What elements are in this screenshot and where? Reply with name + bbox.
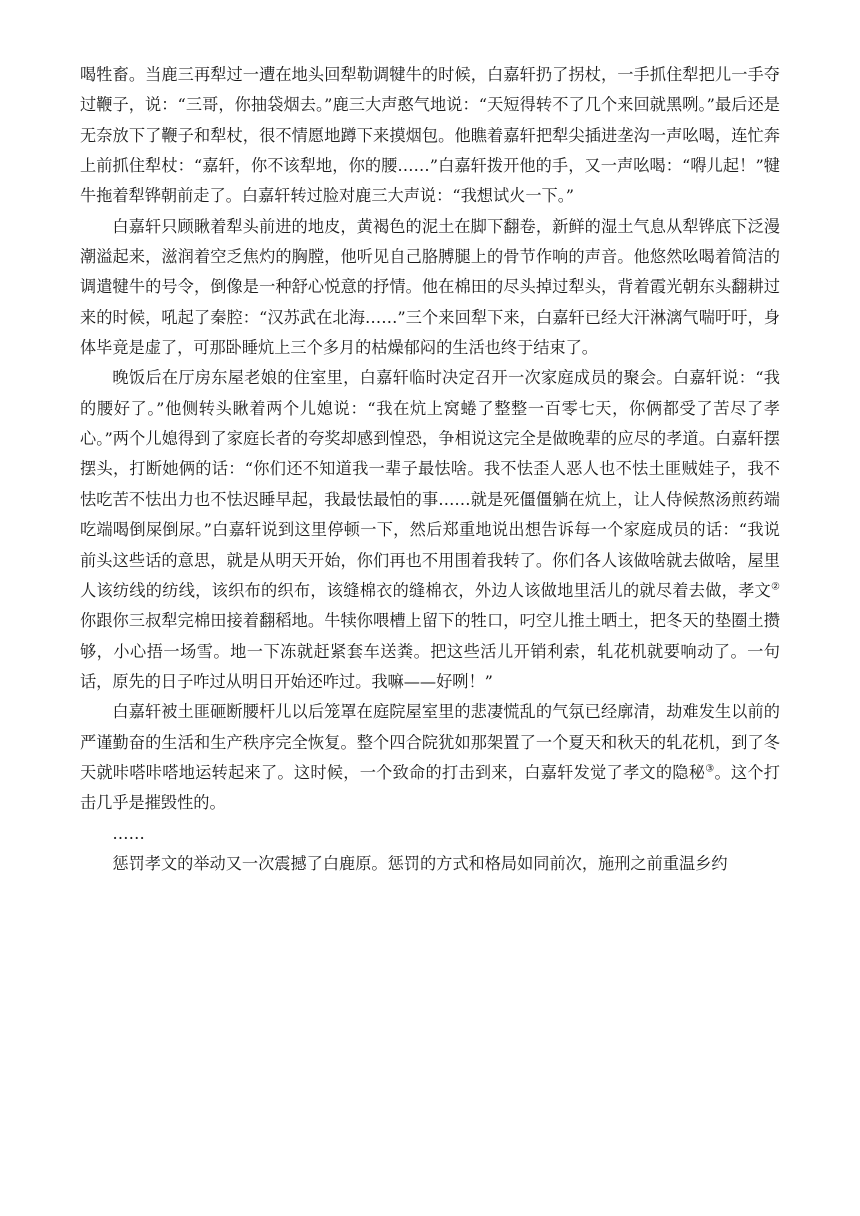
paragraph-text: 惩罚孝文的举动又一次震撼了白鹿原。惩罚的方式和格局如同前次，施刑之前重温乡约 — [112, 853, 728, 873]
paragraph-2 — [80, 212, 780, 364]
paragraph-text: 白嘉轩被土匪砸断腰杆儿以后笼罩在庭院屋室里的悲凄慌乱的气氛已经廓清，劫难发生以前的严谨勤奋的生活和生产秩序完全恢复。整个四合院犹如那架置了一个夏天和秋天的轧花机，到了冬天就咔嗒咔嗒地运转起来了。这时候，一个致命的打击到来，白嘉轩发觉了孝文的隐秘 — [80, 702, 780, 782]
footnote-marker-3: ③ — [705, 763, 715, 775]
paragraph-text: 。这个打击几乎是摧毁性的。 — [80, 762, 780, 813]
paragraph-4 — [80, 697, 780, 818]
paragraph-3 — [80, 363, 780, 697]
paragraph-1 — [80, 60, 780, 212]
document-page — [80, 60, 780, 879]
omission-ellipsis: …… — [112, 823, 145, 843]
paragraph-text: 白嘉轩只顾瞅着犁头前进的地皮，黄褐色的泥土在脚下翻卷，新鲜的湿土气息从犁铧底下泛漫潮溢起来，滋润着空乏焦灼的胸膛，他听见自己胳膊腿上的骨节作响的声音。他悠然吆喝着简洁的调遣犍牛的号令，倒像是一种舒心悦意的抒情。他在棉田的尽头掉过犁头，背着霞光朝东头翻耕过来的时候，吼起了秦腔：“汉苏武在北海……”三个来回犁下来，白嘉轩已经大汗淋漓气喘吁吁，身体毕竟是虚了，可那卧睡炕上三个多月的枯燥郁闷的生活也终于结束了。 — [80, 216, 780, 358]
paragraph-text: 喝牲畜。当鹿三再犁过一遭在地头回犁勒调犍牛的时候，白嘉轩扔了拐杖，一手抓住犁把儿一手夺过鞭子，说：“三哥，你抽袋烟去。”鹿三大声憨气地说：“天短得转不了几个来回就黑咧。”最后还是无奈放下了鞭子和犁杖，很不情愿地蹲下来摸烟包。他瞧着嘉轩把犁尖插进垄沟一声吆喝，连忙奔上前抓住犁杖：“嘉轩，你不该犁地，你的腰……”白嘉轩拨开他的手，又一声吆喝：“嘚儿起！”犍牛拖着犁铧朝前走了。白嘉轩转过脸对鹿三大声说：“我想试火一下。” — [80, 65, 780, 206]
paragraph-5 — [80, 849, 780, 879]
paragraph-text: 晚饭后在厅房东屋老娘的住室里，白嘉轩临时决定召开一次家庭成员的聚会。白嘉轩说：“我的腰好了。”他侧转头瞅着两个儿媳说：“我在炕上窝蜷了整整一百零七天，你俩都受了苦尽了孝心。”两个儿媳得到了家庭长者的夸奖却感到惶恐，争相说这完全是做晚辈的应尽的孝道。白嘉轩摆摆头，打断她俩的话：“你们还不知道我一辈子最怯啥。我不怯歪人恶人也不怯土匪贼娃子，我不怯吃苦不怯出力也不怯迟睡早起，我最怯最怕的事……就是死僵僵躺在炕上，让人侍候熬汤煎药端吃端喝倒屎倒尿。”白嘉轩说到这里停顿一下，然后郑重地说出想告诉每一个家庭成员的话：“我说前头这些话的意思，就是从明天开始，你们再也不用围着我转了。你们各人该做啥就去做啥，屋里人该纺线的纺线，该织布的织布，该缝棉衣的缝棉衣，外边人该做地里活儿的就尽着去做，孝文 — [80, 368, 780, 600]
footnote-marker-2: ② — [771, 581, 780, 593]
paragraph-text: 你跟你三叔犁完棉田接着翻稻地。牛犊你喂槽上留下的牲口，叼空儿推土晒土，把冬天的垫圈土攒够，小心捂一场雪。地一下冻就赶紧套车送粪。把这些活儿开销利索，轧花机就要响动了。一句话，原先的日子咋过从明日开始还咋过。我嘛——好咧！” — [80, 611, 780, 691]
